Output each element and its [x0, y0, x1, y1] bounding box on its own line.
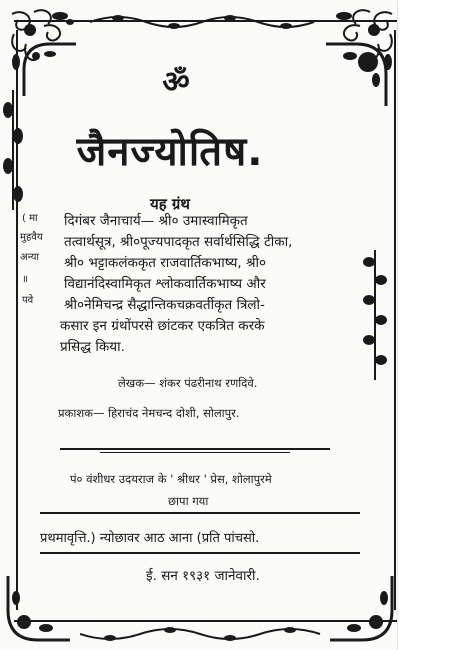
body-line: विद्यानंदिस्वामिकृत श्लोकवार्तिकभाष्य और: [64, 276, 266, 292]
separator-rule: [40, 512, 360, 514]
edition-price-line: प्रथमावृत्ति.) न्योछावर आठ आना (प्रति पांचसो.: [40, 531, 260, 546]
body-line: दिगंबर जैनाचार्य— श्री० उमास्वामिकृत: [64, 213, 248, 229]
floral-corner-ornament-inner-left: [20, 40, 80, 100]
vertical-floral-ornament-left: [2, 90, 24, 210]
publisher-line: प्रकाशक— हिराचंद नेमचन्द दोशी, सोलापुर.: [58, 406, 240, 420]
separator-rule: [40, 552, 360, 554]
body-line: श्री० भट्टाकलंककृत राजवार्तिकभाष्य, श्री०: [64, 255, 267, 271]
left-margin-fragment: अन्या: [20, 252, 39, 263]
separator-rule: [60, 448, 330, 450]
floral-corner-ornament-bottom-left: [4, 570, 74, 646]
page-margin-strip: [397, 0, 450, 650]
printer-line: पं० वंशीधर उदयराज के ' श्रीधर ' प्रेस, शोलापुरमे: [70, 472, 272, 486]
left-margin-fragment: ( मा: [22, 213, 38, 224]
floral-corner-ornament-bottom-right: [326, 570, 396, 646]
body-line: कसार इन ग्रंथोंपरसे छांटकर एकत्रित करके: [60, 318, 265, 334]
floral-corner-ornament-inner-right: [320, 40, 390, 110]
printer-line: छापा गया: [168, 494, 209, 508]
author-line: लेखक— शंकर पंढरीनाथ रणदिवे.: [118, 376, 258, 390]
vertical-floral-ornament-right: [362, 250, 388, 380]
leaf-vine-icon-bottom: [80, 624, 330, 644]
left-margin-fragment: पवे: [22, 295, 34, 306]
body-line: तत्वार्थसूत्र, श्री०पूज्यपादकृत सर्वार्थसिद्धि टीका,: [64, 234, 293, 250]
left-margin-fragment: ॥: [22, 274, 28, 285]
body-line: श्री०नेमिचन्द्र सैद्धान्तिकचक्रवर्तीकृत त्रिलो-: [64, 297, 265, 313]
frame-right-line: [394, 30, 396, 610]
book-title: जैनज्योतिष.: [76, 129, 264, 175]
om-symbol: ॐ: [162, 65, 190, 100]
separator-rule: [100, 452, 290, 453]
body-line: प्रसिद्ध किया.: [60, 339, 125, 355]
subtitle: यह ग्रंथ: [150, 195, 190, 213]
leaf-vine-icon-top: [90, 12, 320, 32]
left-margin-fragment: मुहवैय: [20, 232, 43, 243]
publication-date: ई. सन १९३१ जानेवारी.: [146, 568, 260, 584]
